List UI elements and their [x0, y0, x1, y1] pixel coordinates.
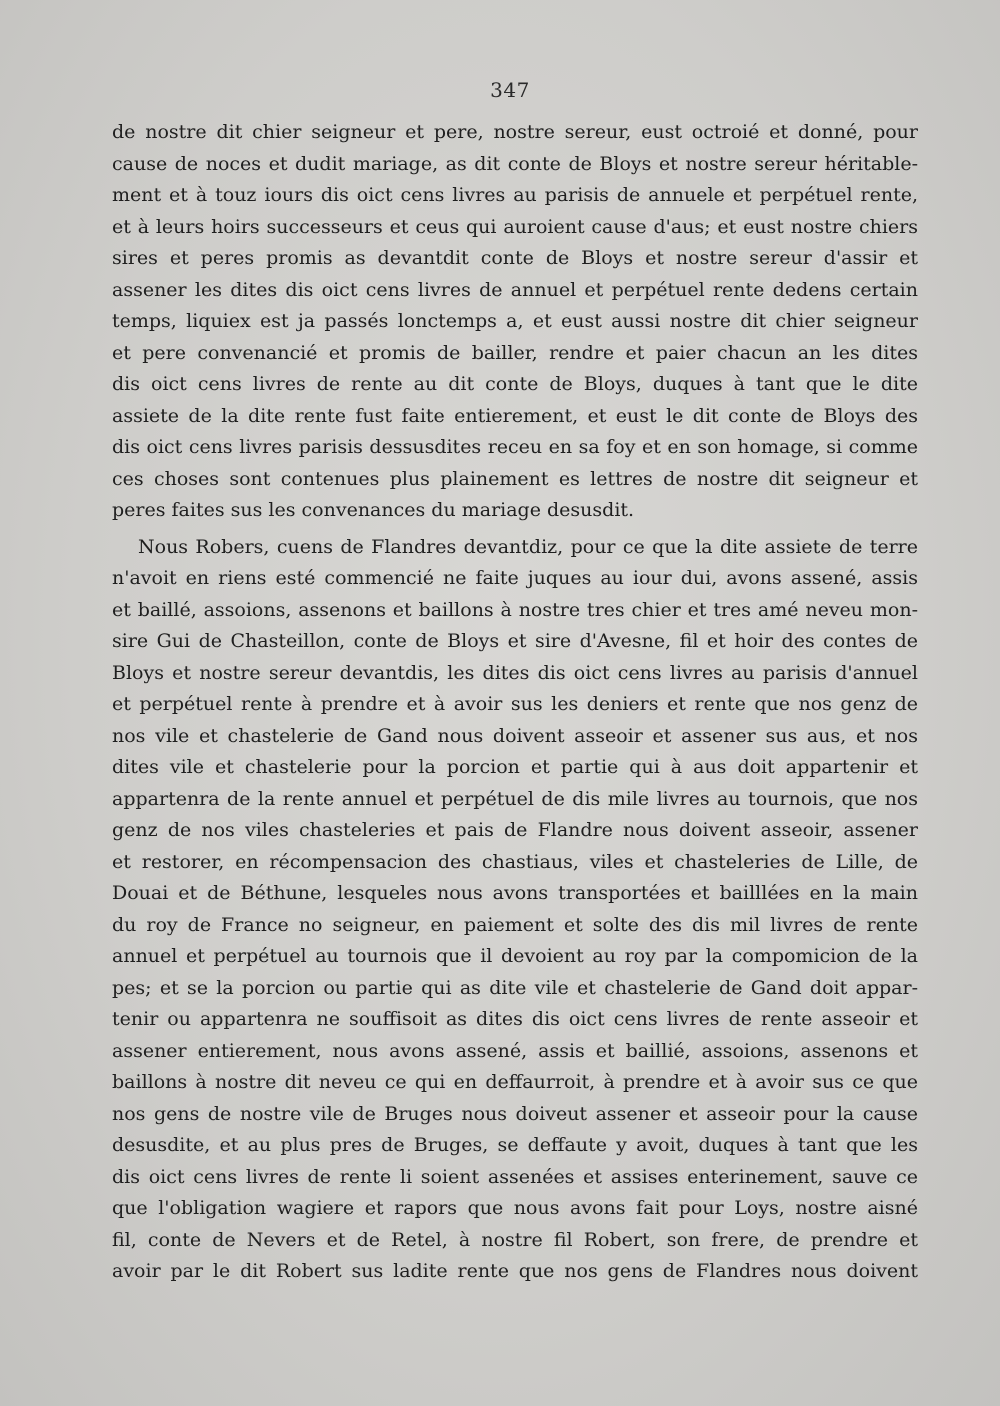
- text-line: que l'obligation wagiere et rapors que nous avons fait pour Loys, nostre aisné: [112, 1197, 918, 1219]
- paragraph-2: [112, 532, 918, 1288]
- text-line: assener les dites dis oict cens livres de annuel et perpétuel rente dedens certain: [112, 278, 918, 301]
- text-line: pes; et se la porcion ou partie qui as dite vile et chastelerie de Gand doit appar-: [112, 976, 918, 999]
- text-line: et perpétuel rente à prendre et à avoir sus les deniers et rente que nos genz de: [112, 693, 918, 715]
- text-line: et baillé, assoions, assenons et baillons à nostre tres chier et tres amé neveu mon-: [112, 598, 918, 621]
- text-line: Douai et de Béthune, lesqueles nous avons transportées et bailllées en la main: [112, 882, 918, 904]
- text-line: dis oict cens livres de rente au dit conte de Bloys, duques à tant que le dite: [112, 373, 918, 395]
- text-line: cause de noces et dudit mariage, as dit conte de Bloys et nostre sereur héritable-: [112, 152, 918, 175]
- text-line: annuel et perpétuel au tournois que il devoient au roy par la compomicion de la: [112, 945, 918, 967]
- text-line: dites vile et chastelerie pour la porcion et partie qui à aus doit appartenir et: [112, 756, 918, 778]
- text-line: et à leurs hoirs successeurs et ceus qui auroient cause d'aus; et eust nostre chiers: [112, 215, 918, 238]
- text-line: temps, liquiex est ja passés lonctemps a, et eust aussi nostre dit chier seigneur: [112, 310, 918, 332]
- text-line: genz de nos viles chasteleries et pais de Flandre nous doivent asseoir, assener: [112, 819, 918, 841]
- text-line: baillons à nostre dit neveu ce qui en deffaurroit, à prendre et à avoir sus ce que: [112, 1071, 918, 1093]
- text-line: sire Gui de Chasteillon, conte de Bloys et sire d'Avesne, fil et hoir des contes de: [112, 630, 918, 652]
- text-line: dis oict cens livres parisis dessusdites receu en sa foy et en son homage, si comme: [112, 436, 918, 458]
- text-line: Bloys et nostre sereur devantdis, les dites dis oict cens livres au parisis d'annuel: [112, 661, 918, 684]
- text-line: n'avoit en riens esté commencié ne faite juques au iour dui, avons assené, assis: [112, 567, 918, 589]
- text-line: tenir ou appartenra ne souffisoit as dites dis oict cens livres de rente asseoir et: [112, 1008, 918, 1030]
- text-line: nos vile et chastelerie de Gand nous doivent asseoir et assener sus aus, et nos: [112, 724, 918, 747]
- text-line: Nous Robers, cuens de Flandres devantdiz, pour ce que la dite assiete de terre: [138, 535, 918, 558]
- text-line: de nostre dit chier seigneur et pere, nostre sereur, eust octroié et donné, pour: [112, 121, 918, 143]
- text-line: sires et peres promis as devantdit conte de Bloys et nostre sereur d'assir et: [112, 247, 918, 269]
- text-line: ces choses sont contenues plus plainement es lettres de nostre dit seigneur et: [112, 467, 918, 490]
- text-line: du roy de France no seigneur, en paiement et solte des dis mil livres de rente: [112, 913, 918, 936]
- text-line: appartenra de la rente annuel et perpétuel de dis mile livres au tournois, que nos: [112, 787, 918, 810]
- body-text: [112, 117, 918, 1288]
- text-line: desusdite, et au plus pres de Bruges, se deffaute y avoit, duques à tant que les: [112, 1134, 918, 1156]
- page-number: 347: [490, 78, 530, 102]
- text-line: et pere convenancié et promis de bailler, rendre et paier chacun an les dites: [112, 341, 918, 364]
- paragraph-1: [112, 117, 918, 527]
- text-line: ment et à touz iours dis oict cens livres au parisis de annuele et perpétuel rente,: [112, 184, 918, 206]
- text-line: peres faites sus les convenances du mariage desusdit.: [112, 499, 635, 521]
- text-line: dis oict cens livres de rente li soient assenées et assises enterinement, sauve ce: [112, 1165, 918, 1188]
- text-line: nos gens de nostre vile de Bruges nous doiveut assener et asseoir pour la cause: [112, 1102, 918, 1125]
- text-line: et restorer, en récompensacion des chastiaus, viles et chasteleries de Lille, de: [112, 850, 918, 873]
- text-line: avoir par le dit Robert sus ladite rente que nos gens de Flandres nous doivent: [112, 1260, 918, 1282]
- text-line: fil, conte de Nevers et de Retel, à nostre fil Robert, son frere, de prendre et: [112, 1228, 918, 1251]
- text-line: assiete de la dite rente fust faite entierement, et eust le dit conte de Bloys des: [112, 404, 918, 427]
- text-line: assener entierement, nous avons assené, assis et baillié, assoions, assenons et: [112, 1039, 918, 1062]
